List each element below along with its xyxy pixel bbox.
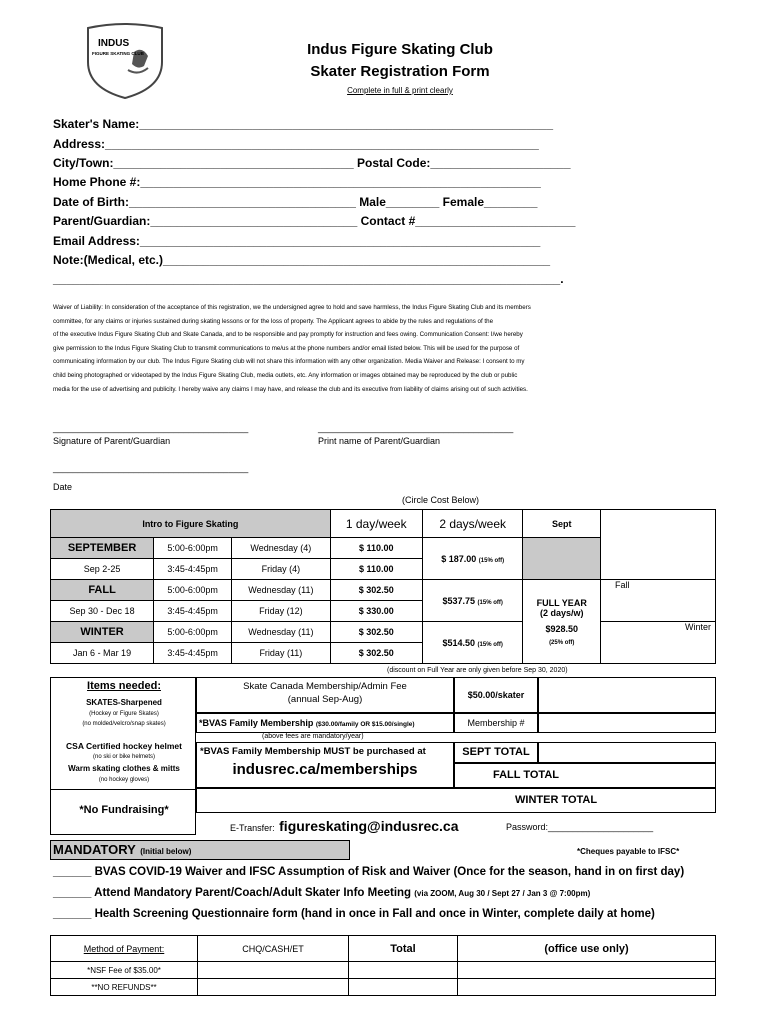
items-title: Items needed: bbox=[87, 680, 161, 692]
session-dates: Sep 30 - Dec 18 bbox=[51, 601, 154, 622]
bvas-label: *BVAS Family Membership bbox=[199, 718, 314, 728]
session-day: Friday (4) bbox=[232, 559, 331, 580]
items-needed-box bbox=[50, 677, 196, 835]
dob-gender-field[interactable]: Date of Birth:__________________________________ Male________ Female________ bbox=[53, 195, 538, 209]
print-name-line[interactable]: _______________________________________ bbox=[318, 423, 514, 433]
bvas-prices: ($30.00/family OR $15.00/single) bbox=[315, 721, 415, 728]
cost-table bbox=[50, 509, 716, 664]
price-value: $514.50 bbox=[442, 637, 475, 648]
note-field[interactable]: Note:(Medical, etc.)__________________________________________________________ bbox=[53, 253, 551, 267]
mandatory-item-health[interactable]: ______ Health Screening Questionnaire form (hand in once in Fall and once in Winter, complete daily at home) bbox=[53, 908, 655, 920]
price-value: $ 187.00 bbox=[441, 553, 477, 564]
signature-line[interactable]: _______________________________________ bbox=[53, 423, 249, 433]
session-day: Friday (11) bbox=[232, 643, 331, 664]
password-field[interactable]: Password:_____________________ bbox=[506, 822, 654, 832]
program-title: Intro to Figure Skating bbox=[51, 510, 331, 538]
items-divider bbox=[51, 789, 197, 790]
bvas-website-cell bbox=[196, 742, 454, 788]
note-field-continued[interactable]: ____________________________________________________________________________. bbox=[53, 272, 564, 286]
session-time: 5:00-6:00pm bbox=[154, 622, 232, 643]
full-year-cell[interactable] bbox=[523, 580, 601, 664]
membership-price[interactable]: $50.00/skater bbox=[454, 677, 538, 713]
col-sept: Sept bbox=[523, 510, 601, 538]
item-skates-note: (Hockey or Figure Skates) bbox=[89, 711, 159, 717]
full-year-discount: (25% off) bbox=[549, 639, 575, 646]
item-clothes: Warm skating clothes & mitts bbox=[68, 764, 180, 773]
etransfer-row bbox=[230, 818, 459, 836]
logo-text-top: INDUS bbox=[98, 38, 130, 49]
mandatory-item-covid[interactable]: ______ BVAS COVID-19 Waiver and IFSC Assumption of Risk and Waiver (Once for the season, hand in on first day) bbox=[53, 866, 685, 878]
mandatory-header bbox=[50, 840, 350, 860]
parent-contact-field[interactable]: Parent/Guardian:_______________________________ Contact #________________________ bbox=[53, 214, 576, 228]
email-field[interactable]: Email Address:____________________________________________________________ bbox=[53, 234, 541, 248]
discount-label: (15% off) bbox=[477, 641, 503, 648]
discount-label: (15% off) bbox=[477, 599, 503, 606]
payment-total-label: Total bbox=[349, 936, 458, 962]
item-skates: SKATES-Sharpened bbox=[86, 698, 162, 707]
session-time: 3:45-4:45pm bbox=[154, 559, 232, 580]
session-day: Friday (12) bbox=[232, 601, 331, 622]
signature-label: Signature of Parent/Guardian bbox=[53, 436, 171, 446]
membership-number-label: Membership # bbox=[454, 713, 538, 733]
session-dates: Jan 6 - Mar 19 bbox=[51, 643, 154, 664]
waiver-line: child being photographed or videotaped by the Indus Figure Skating Club, media outlets, etc. Any information or images obtained may be reproduced by the club or public bbox=[53, 371, 518, 379]
payment-table bbox=[50, 935, 716, 996]
session-dates: Sep 2-25 bbox=[51, 559, 154, 580]
mandatory-item-meeting[interactable] bbox=[53, 887, 590, 899]
membership-fee-cell bbox=[196, 677, 454, 713]
mandatory-item-text: ______ Attend Mandatory Parent/Coach/Adult Skater Info Meeting bbox=[53, 887, 412, 899]
session-day: Wednesday (11) bbox=[232, 622, 331, 643]
club-title: Indus Figure Skating Club bbox=[307, 41, 493, 58]
winter-circle-cell[interactable] bbox=[601, 622, 716, 664]
fall-circle-cell[interactable] bbox=[601, 580, 716, 622]
price-1day[interactable]: $ 302.50 bbox=[330, 643, 422, 664]
form-title: Skater Registration Form bbox=[310, 63, 490, 80]
payment-total-field-2[interactable] bbox=[349, 979, 458, 996]
price-2day[interactable] bbox=[422, 622, 523, 664]
item-helmet: CSA Certified hockey helmet bbox=[66, 741, 182, 751]
cheques-note: *Cheques payable to IFSC* bbox=[577, 847, 680, 856]
date-line[interactable]: _______________________________________ bbox=[53, 463, 249, 473]
waiver-line: committee, for any claims or injuries sustained during skating lessons or for the loss of property. The Applicant agrees to abide by the rules and regulations of the bbox=[53, 317, 494, 325]
membership-note: (annual Sep-Aug) bbox=[287, 694, 363, 705]
mandatory-label: MANDATORY bbox=[53, 842, 136, 857]
waiver-line: of the executive Indus Figure Skating Club and Skate Canada, and to be responsible and pay promptly for instruction and fees owing. Communication Consent: I/we hereby bbox=[53, 331, 523, 339]
waiver-line: Waiver of Liability: In consideration of the acceptance of this registration, we the undersigned agree to hold and save harmless, the Indus Figure Skating Club and its members bbox=[53, 304, 531, 311]
waiver-line: give permission to the Indus Figure Skating Club to transmit communications to me/us at the phone numbers and/or email listed below. This will be used for the purpose of bbox=[53, 344, 520, 352]
session-time: 3:45-4:45pm bbox=[154, 601, 232, 622]
fall-total[interactable]: FALL TOTAL bbox=[454, 763, 716, 788]
session-name: WINTER bbox=[51, 622, 154, 643]
waiver-text bbox=[53, 301, 693, 396]
session-day: Wednesday (11) bbox=[232, 580, 331, 601]
session-time: 3:45-4:45pm bbox=[154, 643, 232, 664]
price-1day[interactable]: $ 302.50 bbox=[330, 580, 422, 601]
no-refunds: **NO REFUNDS** bbox=[51, 979, 198, 996]
skater-name-field[interactable]: Skater's Name:______________________________________________________________ bbox=[53, 117, 554, 131]
membership-number-field[interactable] bbox=[538, 713, 716, 733]
mandatory-item-note: (via ZOOM, Aug 30 / Sept 27 / Jan 3 @ 7:00pm) bbox=[414, 889, 591, 898]
bvas-must: *BVAS Family Membership MUST be purchased at bbox=[200, 746, 426, 757]
price-1day[interactable]: $ 330.00 bbox=[330, 601, 422, 622]
discount-note: (discount on Full Year are only given before Sep 30, 2020) bbox=[387, 667, 568, 674]
col-1day: 1 day/week bbox=[330, 510, 422, 538]
form-instruction: Complete in full & print clearly bbox=[347, 86, 453, 95]
print-name-label: Print name of Parent/Guardian bbox=[318, 436, 441, 446]
sept-total-label: SEPT TOTAL bbox=[454, 742, 538, 763]
date-label: Date bbox=[53, 482, 73, 492]
payment-method-field-2[interactable] bbox=[198, 979, 349, 996]
office-use-field bbox=[458, 962, 716, 979]
price-1day[interactable]: $ 302.50 bbox=[330, 622, 422, 643]
membership-amount-cell[interactable] bbox=[538, 677, 716, 713]
fall-label: Fall bbox=[615, 580, 630, 590]
waiver-line: communicating information by our club. The Indus Figure Skating club will not share this information with any other organization. Media Waiver and Release: I consent to my bbox=[53, 358, 525, 366]
price-1day[interactable]: $ 110.00 bbox=[330, 538, 422, 559]
payment-options: CHQ/CASH/ET bbox=[198, 936, 349, 962]
full-year-price: $928.50 bbox=[545, 623, 579, 634]
winter-total[interactable]: WINTER TOTAL bbox=[196, 788, 716, 813]
payment-total-field[interactable] bbox=[349, 962, 458, 979]
home-phone-field[interactable]: Home Phone #:____________________________________________________________ bbox=[53, 175, 541, 189]
membership-label: Skate Canada Membership/Admin Fee bbox=[243, 681, 407, 692]
office-use-label: (office use only) bbox=[458, 936, 716, 962]
full-year-days: (2 days/w) bbox=[539, 607, 584, 618]
sept-total-field[interactable] bbox=[538, 742, 716, 763]
nsf-fee: *NSF Fee of $35.00* bbox=[51, 962, 198, 979]
membership-website-link[interactable]: indusrec.ca/memberships bbox=[232, 761, 418, 778]
sept-circle-cell[interactable] bbox=[601, 510, 716, 580]
full-year-label: FULL YEAR bbox=[536, 597, 587, 608]
discount-label: (15% off) bbox=[478, 557, 505, 564]
etransfer-email[interactable]: figureskating@indusrec.ca bbox=[279, 818, 459, 834]
waiver-line: media for the use of advertising and publicity. I hereby waive any claims I may have, and release the club and its executive from liability of claims arising out of such activities. bbox=[53, 385, 528, 393]
session-name: FALL bbox=[51, 580, 154, 601]
payment-method-field[interactable] bbox=[198, 962, 349, 979]
session-time: 5:00-6:00pm bbox=[154, 580, 232, 601]
mandatory-note: (Initial below) bbox=[140, 847, 192, 856]
logo-text-bottom: FIGURE SKATING CLUB bbox=[92, 51, 144, 56]
city-postal-field[interactable]: City/Town:____________________________________ Postal Code:_____________________ bbox=[53, 156, 571, 170]
session-day: Wednesday (4) bbox=[232, 538, 331, 559]
item-clothes-note: (no hockey gloves) bbox=[98, 777, 150, 783]
office-use-field-2 bbox=[458, 979, 716, 996]
fees-mandatory-note: (above fees are mandatory/year) bbox=[262, 733, 364, 740]
circle-cost-note: (Circle Cost Below) bbox=[402, 495, 480, 505]
no-fundraising: *No Fundraising* bbox=[79, 804, 169, 816]
item-skates-note2: (no molded/velcro/snap skates) bbox=[82, 721, 166, 727]
winter-label: Winter bbox=[684, 622, 711, 632]
address-field[interactable]: Address:_________________________________________________________________ bbox=[53, 137, 539, 151]
price-1day[interactable]: $ 110.00 bbox=[330, 559, 422, 580]
sept-gray-cell bbox=[523, 538, 601, 580]
price-2day[interactable] bbox=[422, 580, 523, 622]
item-helmet-note: (no ski or bike helmets) bbox=[92, 754, 156, 760]
price-value: $537.75 bbox=[442, 595, 475, 606]
payment-method-label: Method of Payment: bbox=[51, 936, 198, 962]
bvas-membership-cell bbox=[196, 713, 454, 733]
etransfer-label: E-Transfer: bbox=[230, 823, 275, 833]
price-2day[interactable] bbox=[422, 538, 523, 580]
col-2day: 2 days/week bbox=[422, 510, 523, 538]
session-name: SEPTEMBER bbox=[51, 538, 154, 559]
session-time: 5:00-6:00pm bbox=[154, 538, 232, 559]
